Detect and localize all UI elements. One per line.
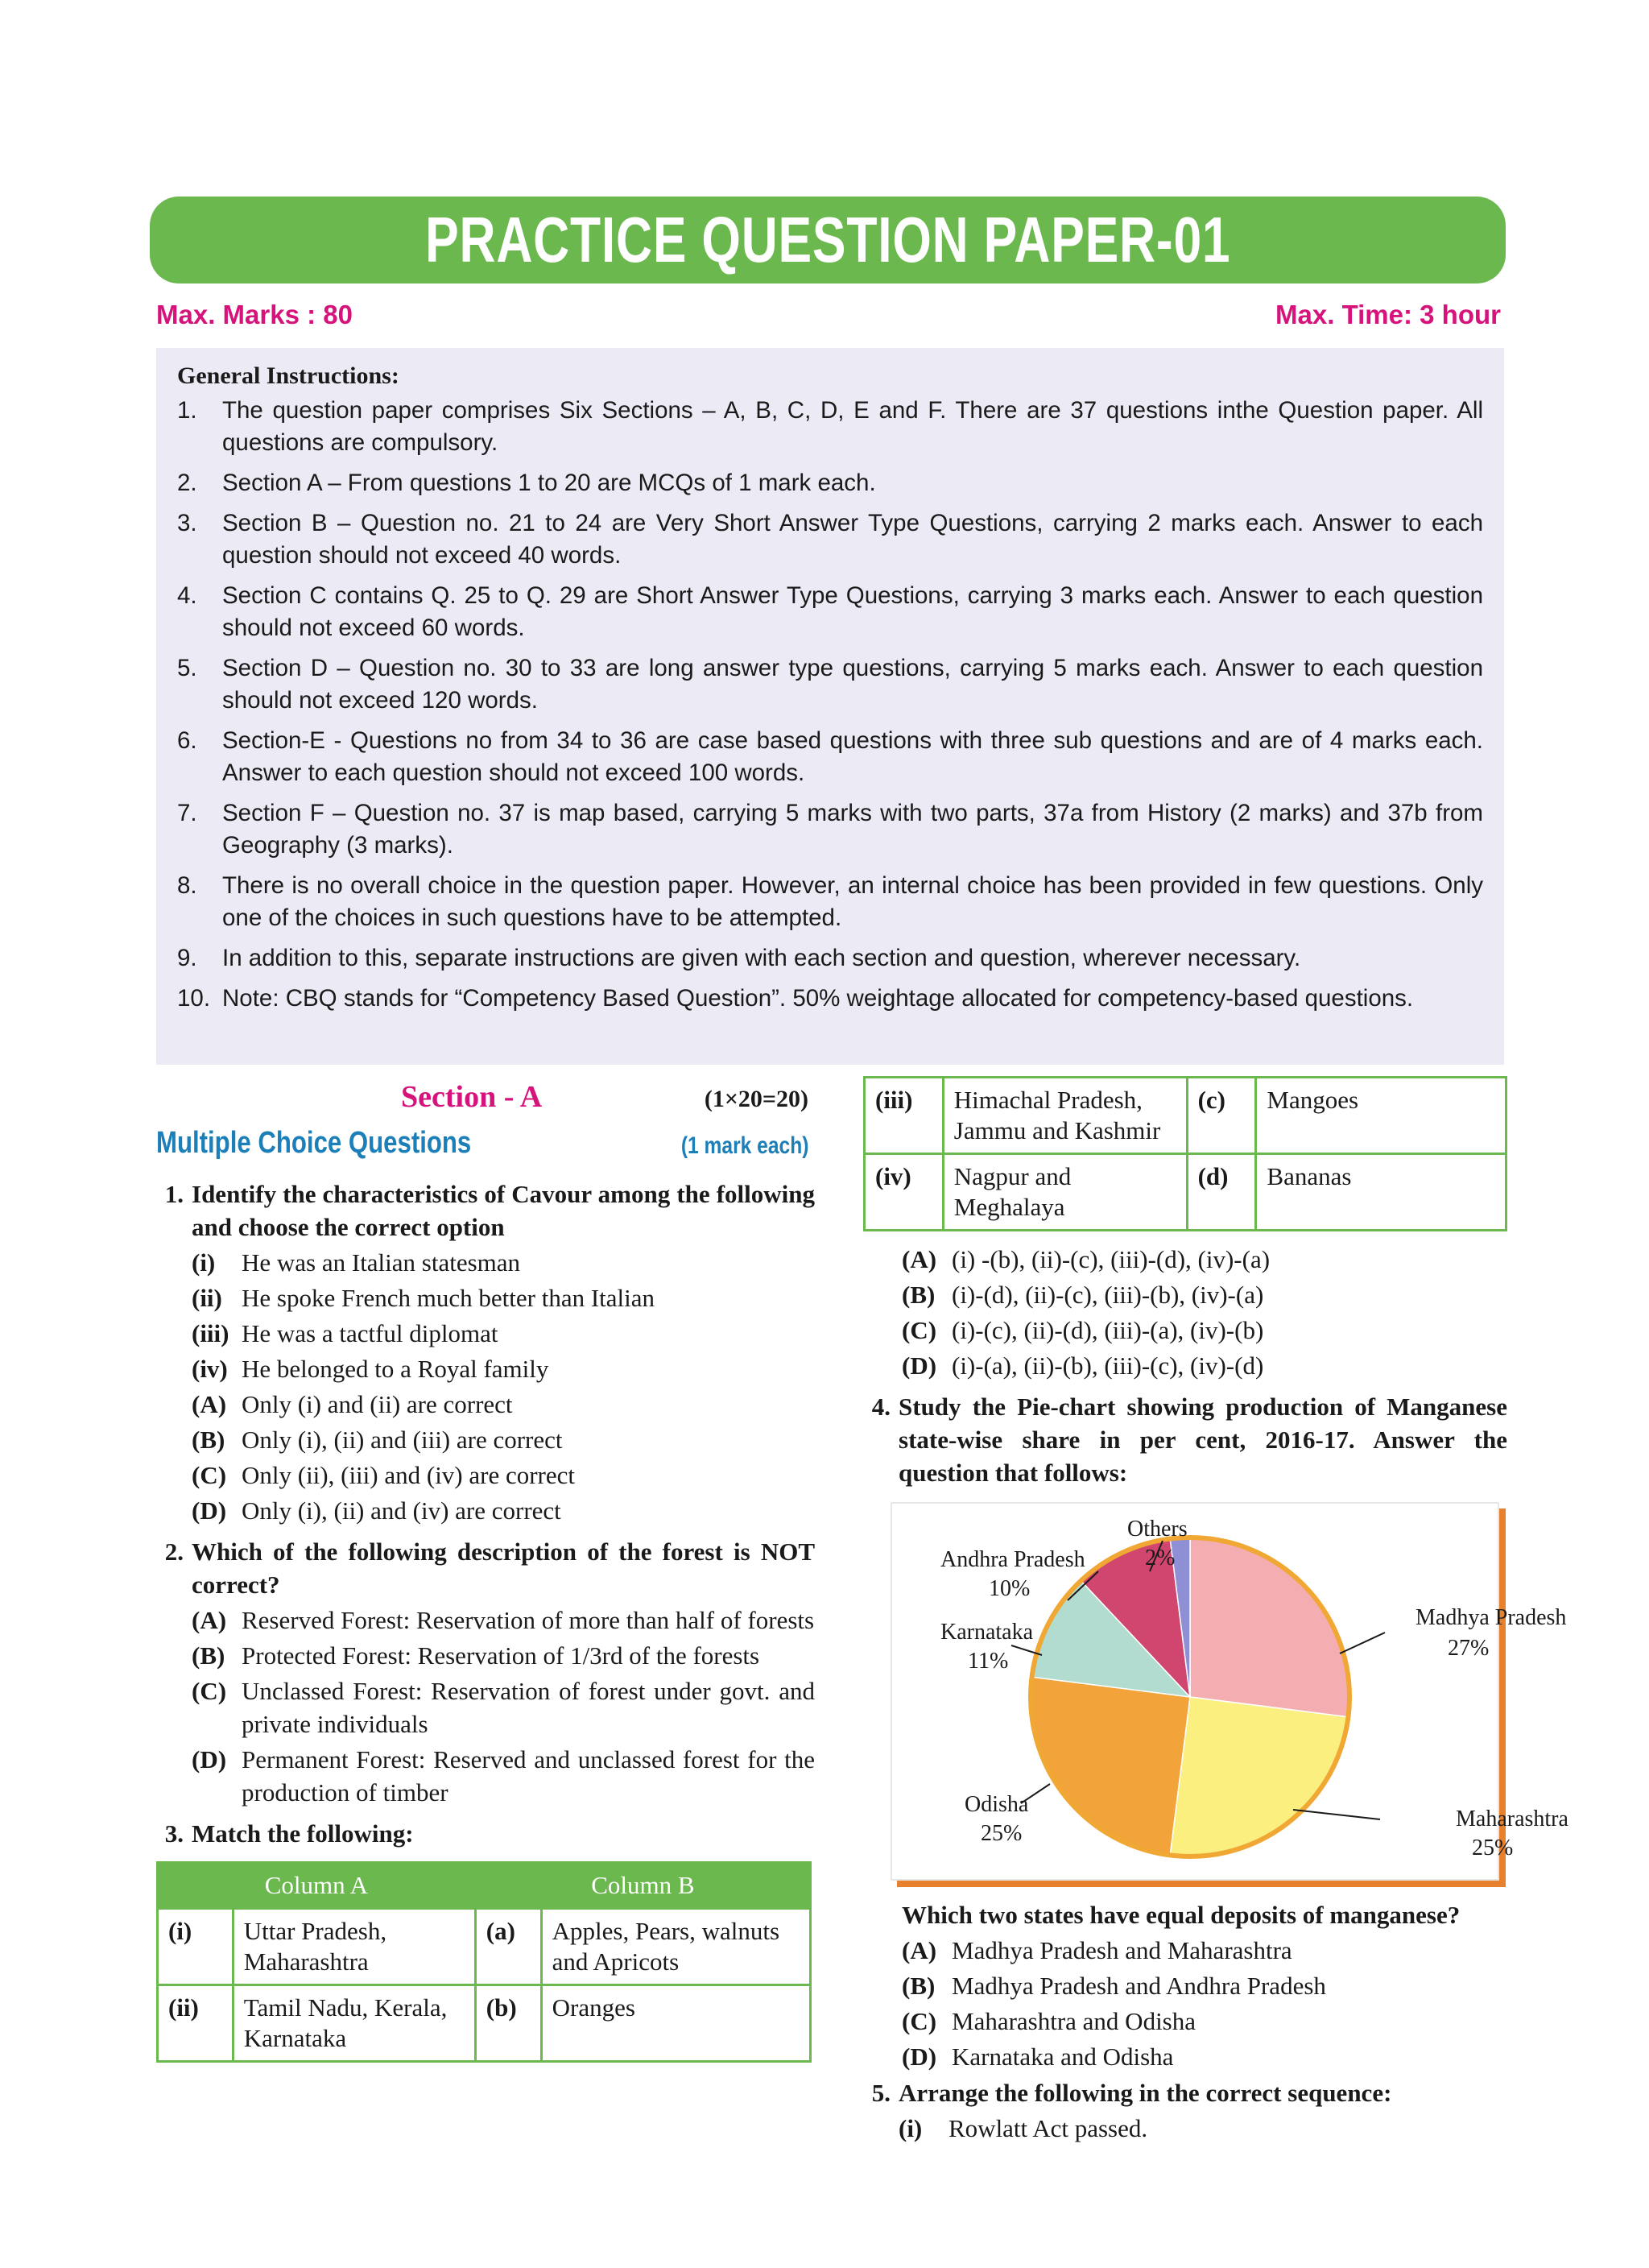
instruction-item <box>177 870 1483 934</box>
instruction-item <box>177 983 1483 1015</box>
slice-percent-label: 27% <box>1448 1636 1490 1661</box>
question-text: Match the following: <box>192 1819 414 1848</box>
answer-option-label: (D) <box>902 1351 937 1380</box>
answer-option <box>192 1639 815 1672</box>
question-text: Which of the following description of the forest is NOT correct? <box>192 1538 815 1599</box>
question-number: 2. <box>164 1538 184 1566</box>
slice-name-label: Andhra Pradesh <box>940 1547 1085 1572</box>
statement <box>192 1281 815 1314</box>
answer-option <box>192 1494 815 1527</box>
answer-option-label: (C) <box>902 2007 937 2035</box>
pie-slice-madhya-pradesh <box>1190 1538 1349 1717</box>
question-5 <box>863 2076 1507 2145</box>
instruction-item <box>177 652 1483 717</box>
answer-option <box>902 1349 1507 1382</box>
column-b-header: Column B <box>475 1863 810 1909</box>
table-row <box>158 1909 811 1985</box>
instruction-item <box>177 797 1483 862</box>
column-a-cell: Himachal Pradesh, Jammu and Kashmir <box>943 1078 1187 1154</box>
answer-option <box>192 1423 815 1456</box>
instruction-number: 9. <box>177 945 197 971</box>
question-number: 4. <box>871 1393 891 1421</box>
answer-option <box>902 2040 1507 2073</box>
answer-option-label: (C) <box>192 1677 227 1705</box>
statement-label: (ii) <box>192 1284 222 1312</box>
match-table-part-2 <box>863 1076 1507 1231</box>
answer-option <box>902 1243 1507 1276</box>
mcq-title: Multiple Choice Questions <box>156 1126 472 1160</box>
general-instructions-box <box>156 348 1504 1065</box>
slice-percent-label: 25% <box>981 1821 1023 1846</box>
row-label: (b) <box>475 1985 541 2062</box>
answer-option <box>192 1674 815 1740</box>
row-label: (a) <box>475 1909 541 1985</box>
column-b-cell: Apples, Pears, walnuts and Apricots <box>541 1909 810 1985</box>
answer-option-text: Karnataka and Odisha <box>952 2042 1174 2071</box>
answer-option-text: (i)-(c), (ii)-(d), (iii)-(a), (iv)-(b) <box>952 1316 1264 1344</box>
instruction-text: Section C contains Q. 25 to Q. 29 are Short Answer Type Questions, carrying 3 marks each. Answer to each question should not exceed 60 words. <box>222 582 1483 641</box>
instruction-item <box>177 942 1483 975</box>
slice-percent-label: 10% <box>989 1576 1031 1601</box>
leader-line <box>1293 1810 1380 1819</box>
statement <box>899 2112 1507 2145</box>
instruction-text: Section D – Question no. 30 to 33 are long answer type questions, carrying 5 marks each. Answer to each question should not exceed 120 words. <box>222 655 1483 714</box>
answer-option-label: (C) <box>902 1316 937 1344</box>
row-label: (iii) <box>865 1078 944 1154</box>
slice-percent-label: 11% <box>968 1649 1009 1674</box>
instruction-number: 5. <box>177 655 197 681</box>
instructions-title: General Instructions: <box>177 362 399 389</box>
answer-option-text: Madhya Pradesh and Andhra Pradesh <box>952 1972 1326 2000</box>
max-time: Max. Time: 3 hour <box>1275 300 1501 329</box>
answer-option-text: (i) -(b), (ii)-(c), (iii)-(d), (iv)-(a) <box>952 1245 1271 1273</box>
instruction-item <box>177 507 1483 572</box>
answer-option-text: Permanent Forest: Reserved and unclassed forest for the production of timber <box>242 1745 815 1807</box>
instruction-text: In addition to this, separate instructions are given with each section and question, wherever necessary. <box>222 945 1301 971</box>
answer-option-label: (B) <box>902 1972 936 2000</box>
match-table-part-1 <box>156 1861 812 2063</box>
left-column <box>156 1079 815 2063</box>
answer-option <box>902 1278 1507 1311</box>
answer-option-text: Unclassed Forest: Reservation of forest under govt. and private individuals <box>242 1677 815 1738</box>
answer-option-label: (A) <box>192 1606 227 1634</box>
q3-options <box>863 1243 1507 1382</box>
answer-option-label: (B) <box>192 1641 225 1670</box>
pie-chart <box>891 1502 1568 1881</box>
title-banner <box>150 197 1506 284</box>
answer-option-text: Maharashtra and Odisha <box>952 2007 1196 2035</box>
answer-option-text: Reserved Forest: Reservation of more than half of forests <box>242 1606 815 1634</box>
statement-text: Rowlatt Act passed. <box>948 2114 1148 2142</box>
statement-text: He was a tactful diplomat <box>242 1319 498 1347</box>
column-b-cell: Oranges <box>541 1985 810 2062</box>
max-marks: Max. Marks : 80 <box>156 300 353 329</box>
column-a-cell: Tamil Nadu, Kerala, Karnataka <box>233 1985 475 2062</box>
instruction-item <box>177 580 1483 644</box>
answer-option <box>902 1314 1507 1347</box>
statement-label: (iv) <box>192 1355 228 1383</box>
statement <box>192 1246 815 1279</box>
slice-name-label: Others <box>1127 1517 1188 1542</box>
answer-option-text: (i)-(a), (ii)-(b), (iii)-(c), (iv)-(d) <box>952 1351 1264 1380</box>
instruction-text: Note: CBQ stands for “Competency Based Question”. 50% weightage allocated for competency-based questions. <box>222 985 1414 1012</box>
slice-name-label: Madhya Pradesh <box>1415 1605 1567 1630</box>
answer-option-text: Madhya Pradesh and Maharashtra <box>952 1936 1292 1964</box>
instructions-list <box>177 395 1483 1015</box>
question-number: 3. <box>164 1819 184 1848</box>
row-label: (ii) <box>158 1985 234 2062</box>
section-heading <box>156 1079 815 1123</box>
instruction-number: 1. <box>177 397 197 424</box>
question-number: 5. <box>871 2079 891 2107</box>
statement-label: (i) <box>899 2114 923 2142</box>
chart-question: Which two states have equal deposits of manganese? <box>902 1901 1461 1929</box>
answer-option <box>192 1459 815 1492</box>
instruction-item <box>177 395 1483 459</box>
answer-option <box>902 2005 1507 2038</box>
answer-option-label: (A) <box>192 1390 227 1418</box>
question-text: Study the Pie-chart showing production of Manganese state-wise share in per cent, 2016-17. Answer the question that follows: <box>899 1393 1507 1487</box>
mcq-heading <box>156 1123 815 1169</box>
leader-line <box>1340 1633 1385 1653</box>
instruction-number: 7. <box>177 800 197 826</box>
row-label: (c) <box>1187 1078 1256 1154</box>
answer-option-label: (D) <box>192 1745 227 1773</box>
instruction-number: 3. <box>177 510 197 536</box>
instruction-number: 4. <box>177 582 197 609</box>
table-row <box>865 1154 1506 1231</box>
answer-option-text: Only (i), (ii) and (iv) are correct <box>242 1496 561 1525</box>
instruction-text: There is no overall choice in the question paper. However, an internal choice has been provided in few questions. Only one of the choices in such questions have to be attempted. <box>222 872 1483 931</box>
slice-name-label: Maharashtra <box>1456 1807 1568 1831</box>
instruction-text: Section B – Question no. 21 to 24 are Very Short Answer Type Questions, carrying 2 marks each. Answer to each question should not exceed 40 words. <box>222 510 1483 569</box>
mcq-marks: (1 mark each) <box>680 1132 808 1159</box>
pie-chart-svg <box>892 1504 1568 1882</box>
statement-label: (iii) <box>192 1319 229 1347</box>
statement-text: He spoke French much better than Italian <box>242 1284 655 1312</box>
statement <box>192 1352 815 1385</box>
answer-option-label: (A) <box>902 1245 937 1273</box>
instruction-number: 6. <box>177 727 197 754</box>
statement <box>192 1317 815 1350</box>
answer-option <box>192 1743 815 1809</box>
answer-option-label: (D) <box>192 1496 227 1525</box>
question-1 <box>156 1177 815 1527</box>
answer-option-label: (D) <box>902 2042 937 2071</box>
slice-percent-label: 25% <box>1472 1836 1514 1860</box>
pie-slice-maharashtra <box>1170 1697 1348 1856</box>
row-label: (i) <box>158 1909 234 1985</box>
answer-option-text: Protected Forest: Reservation of 1/3rd of the forests <box>242 1641 760 1670</box>
instruction-item <box>177 725 1483 789</box>
answer-option-text: (i)-(d), (ii)-(c), (iii)-(b), (iv)-(a) <box>952 1281 1264 1309</box>
slice-percent-label: 2% <box>1145 1546 1176 1571</box>
answer-option <box>902 1934 1507 1967</box>
instruction-text: The question paper comprises Six Sections – A, B, C, D, E and F. There are 37 questions inthe Question paper. All questions are compulsory. <box>222 397 1483 456</box>
table-row <box>158 1985 811 2062</box>
column-b-cell: Bananas <box>1256 1154 1506 1231</box>
question-number: 1. <box>164 1180 184 1208</box>
table-row <box>865 1078 1506 1154</box>
question-3 <box>156 1817 815 1850</box>
instruction-number: 8. <box>177 872 197 899</box>
column-a-header: Column A <box>158 1863 476 1909</box>
answer-option-label: (C) <box>192 1461 227 1489</box>
statement-label: (i) <box>192 1248 216 1277</box>
slice-name-label: Odisha <box>965 1792 1029 1817</box>
instruction-text: Section F – Question no. 37 is map based, carrying 5 marks with two parts, 37a from History (2 marks) and 37b from Geography (3 marks). <box>222 800 1483 859</box>
column-b-cell: Mangoes <box>1256 1078 1506 1154</box>
instruction-text: Section A – From questions 1 to 20 are MCQs of 1 mark each. <box>222 470 876 496</box>
answer-option <box>192 1604 815 1637</box>
row-label: (iv) <box>865 1154 944 1231</box>
instruction-item <box>177 467 1483 499</box>
column-a-cell: Nagpur and Meghalaya <box>943 1154 1187 1231</box>
question-4 <box>863 1390 1507 1489</box>
instruction-text: Section-E - Questions no from 34 to 36 are case based questions with three sub questions and are of 4 marks each. Answer to each question should not exceed 100 words. <box>222 727 1483 786</box>
right-column <box>863 1076 1568 2145</box>
answer-option-label: (A) <box>902 1936 937 1964</box>
question-2 <box>156 1535 815 1809</box>
pie-slice-odisha <box>1031 1677 1190 1855</box>
answer-option <box>902 1969 1507 2002</box>
statement-text: He belonged to a Royal family <box>242 1355 549 1383</box>
answer-option-label: (B) <box>192 1426 225 1454</box>
answer-option-label: (B) <box>902 1281 936 1309</box>
instruction-number: 2. <box>177 470 197 496</box>
instruction-number: 10. <box>177 985 211 1012</box>
answer-option <box>192 1388 815 1421</box>
page-title: PRACTICE QUESTION PAPER-01 <box>424 204 1231 275</box>
row-label: (d) <box>1187 1154 1256 1231</box>
answer-option-text: Only (ii), (iii) and (iv) are correct <box>242 1461 576 1489</box>
column-a-cell: Uttar Pradesh, Maharashtra <box>233 1909 475 1985</box>
question-text: Arrange the following in the correct sequence: <box>899 2079 1392 2107</box>
section-marks: (1×20=20) <box>704 1086 808 1112</box>
answer-option-text: Only (i), (ii) and (iii) are correct <box>242 1426 563 1454</box>
statement-text: He was an Italian statesman <box>242 1248 521 1277</box>
section-title: Section - A <box>401 1080 543 1114</box>
slice-name-label: Karnataka <box>940 1620 1034 1645</box>
answer-option-text: Only (i) and (ii) are correct <box>242 1390 513 1418</box>
question-text: Identify the characteristics of Cavour among the following and choose the correct option <box>192 1180 815 1241</box>
